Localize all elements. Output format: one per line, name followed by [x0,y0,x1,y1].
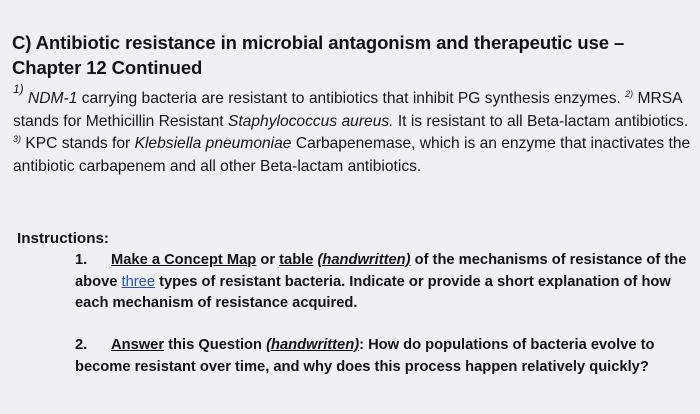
title-line-2: Chapter 12 Continued [12,57,203,78]
footnote-marker-1: 1) [13,82,24,96]
ndm-name: NDM-1 [28,90,78,107]
item-2-handwritten: (handwritten) [266,337,360,353]
paragraph-text-d: KPC stands for [21,135,135,152]
paragraph-text-b: MRSA stands for Methicillin Resistant [13,90,682,130]
item-2-number: 2. [75,337,88,353]
paragraph-text-e: Carbapenemase, which is an enzyme that inactivates the antibiotic carbapenem and all other Beta-lactam antibiotics. [13,135,691,175]
instruction-item-1 [75,250,697,315]
paragraph-text-a: carrying bacteria are resistant to antibiotics that inhibit PG synthesis enzymes. [77,90,626,107]
three-link[interactable]: three [121,273,156,290]
instructions-heading: Instructions: [17,230,109,247]
title-line-1: C) Antibiotic resistance in microbial antagonism and therapeutic use – [12,32,625,53]
page-title [12,30,692,80]
item-1-handwritten: (handwritten) [317,252,411,268]
item-1-number: 1. [75,252,88,268]
item-1-concept-map: Make a Concept Map [111,252,257,268]
instruction-item-2 [75,335,697,378]
klebsiella-name: Klebsiella pneumoniae [134,135,292,152]
footnote-marker-3: 3) [13,134,22,144]
footnote-marker-2: 2) [625,89,634,99]
intro-paragraph [13,82,697,178]
item-1-text-or: or [256,252,280,268]
item-2-answer: Answer [111,337,165,353]
item-1-table: table [279,252,314,268]
item-1-text-rest: types of resistant bacteria. Indicate or provide a short explanation of how each mechanism of resistance acquired. [75,273,671,311]
item-1-text-mechanisms: of the mechanisms of resistance of the above [75,252,687,290]
paragraph-text-c: It is resistant to all Beta-lactam antibiotics. [393,112,689,130]
staph-name: Staphylococcus aureus. [227,112,394,130]
item-2-text-rest: : How do populations of bacteria evolve to become resistant over time, and why does this process happen relatively quickly? [75,337,655,375]
item-2-text-question: this Question [164,337,267,353]
